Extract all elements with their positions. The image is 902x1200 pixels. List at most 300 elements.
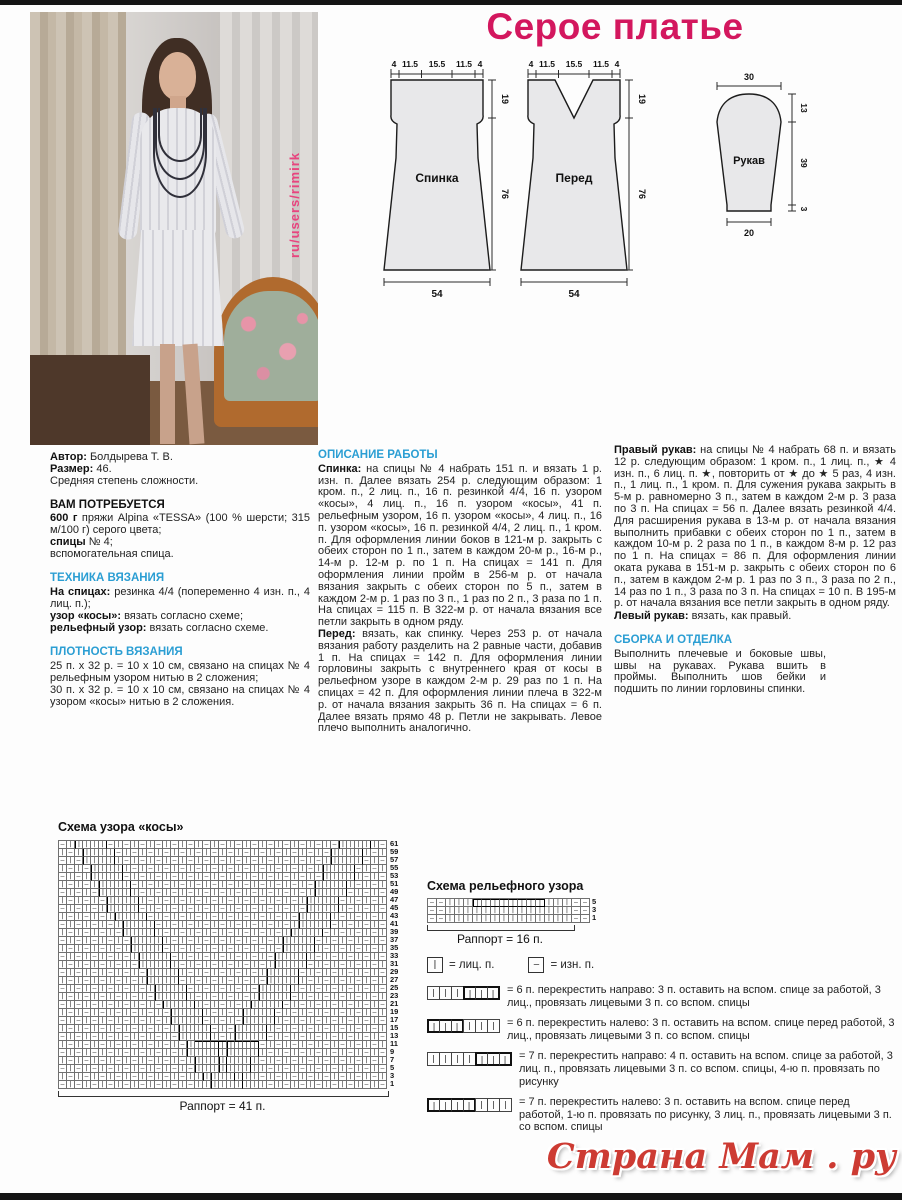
chart-cell: | <box>131 1065 139 1073</box>
chart-cell: | <box>211 937 219 945</box>
chart-cell: – <box>195 897 203 905</box>
chart-cell: | <box>275 993 283 1001</box>
chart-cell: | <box>291 969 299 977</box>
chart-cell: | <box>67 953 75 961</box>
chart-cell: | <box>171 881 179 889</box>
chart-cell: | <box>115 905 123 913</box>
chart-cell: – <box>91 969 99 977</box>
page-title: Серое платье <box>486 6 744 47</box>
chart-cell: – <box>315 1001 323 1009</box>
chart-cell: | <box>347 881 355 889</box>
row-number: 11 <box>390 1039 398 1048</box>
row-number: 5 <box>592 897 597 906</box>
chart-cell: | <box>315 929 323 937</box>
chart-cell: | <box>243 1025 251 1033</box>
chart-cell: | <box>67 921 75 929</box>
chart-cell: | <box>131 953 139 961</box>
chart-cell: | <box>323 1033 331 1041</box>
chart-cell: | <box>59 929 67 937</box>
chart-cell: – <box>339 1041 347 1049</box>
chart-cell: – <box>379 889 387 897</box>
chart-cell: | <box>107 945 115 953</box>
knit-stitch-icon: | <box>427 957 443 973</box>
chart-cell: | <box>315 881 323 889</box>
chart-cell: | <box>203 1041 211 1049</box>
chart-cell: | <box>147 961 155 969</box>
chart-cell: | <box>139 881 147 889</box>
chart-cell: – <box>315 1081 323 1089</box>
chart-cell: – <box>259 881 267 889</box>
chart-cell: | <box>211 1041 219 1049</box>
chart-cell: – <box>275 1009 283 1017</box>
chart-cell: | <box>518 899 527 907</box>
chart-cell: – <box>283 921 291 929</box>
chart-cell: | <box>163 841 171 849</box>
chart-cell: | <box>83 841 91 849</box>
chart-cell: | <box>563 907 572 915</box>
chart-cell: | <box>147 857 155 865</box>
chart-cell: | <box>283 849 291 857</box>
chart-cell: | <box>243 953 251 961</box>
chart-cell: | <box>203 881 211 889</box>
legend-item-text: = 6 п. перекрестить направо: 3 п. оставить на вспом. спице за работой, 3 лиц., провязать лицевыми 3 п. со вспом. спицы <box>507 984 881 1009</box>
chart-cell: | <box>179 937 187 945</box>
chart-cell: – <box>355 1057 363 1065</box>
chart-cell: – <box>227 1009 235 1017</box>
chart-cell: – <box>251 889 259 897</box>
text-line: вспомогательная спица. <box>50 547 174 560</box>
chart-cell: – <box>211 865 219 873</box>
chart-cell: – <box>83 897 91 905</box>
chart-cell: | <box>291 929 299 937</box>
chart-cell: | <box>75 1057 83 1065</box>
chart-cell: | <box>203 1009 211 1017</box>
chart-cell: | <box>371 1001 379 1009</box>
chart-cell: | <box>123 993 131 1001</box>
chart-cell: | <box>347 849 355 857</box>
chart-cell: – <box>291 849 299 857</box>
chart-cell: – <box>163 913 171 921</box>
chart-cell: | <box>139 1057 147 1065</box>
chart-cell: – <box>267 905 275 913</box>
chart-cell: – <box>259 897 267 905</box>
chart-cell: | <box>171 929 179 937</box>
chart-cell: | <box>243 1073 251 1081</box>
chart-cell: – <box>139 1081 147 1089</box>
chart-cell: – <box>171 921 179 929</box>
chart-cell: | <box>536 915 545 923</box>
chart-cell: | <box>299 921 307 929</box>
chart-cell: | <box>339 1033 347 1041</box>
chart-cell: | <box>243 1001 251 1009</box>
row-number: 47 <box>390 895 399 904</box>
chart-cell: | <box>139 849 147 857</box>
density-lines <box>50 661 310 708</box>
chart-cell: – <box>107 969 115 977</box>
chart-cell: – <box>259 1057 267 1065</box>
chart-cell: | <box>251 1049 259 1057</box>
chart-cell: – <box>123 937 131 945</box>
chart-cell: | <box>147 889 155 897</box>
chart-cell: – <box>355 977 363 985</box>
chart-cell: | <box>203 961 211 969</box>
chart-cell: | <box>123 881 131 889</box>
chart-cell: | <box>123 921 131 929</box>
chart-cell: | <box>83 1017 91 1025</box>
dim-label: 15.5 <box>428 59 446 69</box>
dim-label: 4 <box>614 59 620 69</box>
chart-cell: | <box>545 899 554 907</box>
chart-cell: | <box>251 1065 259 1073</box>
chart-cell: – <box>147 897 155 905</box>
chart-cell: | <box>371 841 379 849</box>
chart-cell: | <box>67 1017 75 1025</box>
cable-symbol-icon <box>427 1052 512 1066</box>
chart-cell: | <box>554 907 563 915</box>
chart-cell: – <box>331 1017 339 1025</box>
row-number: 7 <box>390 1055 395 1064</box>
chart-cell: | <box>299 977 307 985</box>
chart-cell: | <box>331 865 339 873</box>
chart-cell: | <box>211 1049 219 1057</box>
chart-cell: | <box>363 865 371 873</box>
chart-cell: | <box>259 1081 267 1089</box>
chart-cell: | <box>371 1065 379 1073</box>
dim-label: 13 <box>799 103 809 113</box>
chart-cell: | <box>331 993 339 1001</box>
chart-cell: – <box>211 945 219 953</box>
chart-cell: | <box>171 1017 179 1025</box>
chart-cell: – <box>139 1017 147 1025</box>
schematic-sleeve <box>697 72 815 252</box>
chart-cell: | <box>75 1025 83 1033</box>
chart-cell: – <box>155 905 163 913</box>
chart-cell: – <box>99 1009 107 1017</box>
chart-cell: | <box>291 1001 299 1009</box>
chart-cell: | <box>307 921 315 929</box>
chart-cell: | <box>83 889 91 897</box>
dim-label: 19 <box>637 93 647 105</box>
chart-cell: | <box>171 977 179 985</box>
chart-cell: | <box>123 1041 131 1049</box>
chart-cell: | <box>195 969 203 977</box>
chart-cell: – <box>179 897 187 905</box>
chart-cell: – <box>171 1049 179 1057</box>
chart-cell: – <box>115 977 123 985</box>
chart-cell: – <box>187 857 195 865</box>
chart-cell: – <box>67 1025 75 1033</box>
sleeve-outline <box>717 94 781 211</box>
chart-cell: | <box>211 985 219 993</box>
row-number: 17 <box>390 1015 399 1024</box>
chart-cell: | <box>545 907 554 915</box>
row-number: 59 <box>390 847 399 856</box>
chart-cell: | <box>243 1033 251 1041</box>
chart-cell: | <box>527 915 536 923</box>
chart-cell: | <box>363 945 371 953</box>
chart-cell: | <box>171 993 179 1001</box>
chart-cell: – <box>219 985 227 993</box>
chart-cell: | <box>291 921 299 929</box>
text-line: 25 п. х 32 р. = 10 х 10 см, связано на спицах № 4 рельефным узором нитью в 2 сложения; <box>50 660 310 684</box>
text-line: Автор: Болдырева Т. В. <box>50 451 173 463</box>
chart-cell: – <box>83 929 91 937</box>
chart-cell: – <box>379 985 387 993</box>
chart-cell: | <box>83 873 91 881</box>
model-face <box>159 52 196 100</box>
chart-cell: – <box>331 1001 339 1009</box>
chart-cell: – <box>211 977 219 985</box>
chart-cell: – <box>379 953 387 961</box>
chart-cell: – <box>371 1041 379 1049</box>
chart-cell: | <box>347 929 355 937</box>
chart-cell: | <box>323 841 331 849</box>
row-number: 23 <box>390 991 399 1000</box>
chart-cell: – <box>275 865 283 873</box>
chart-cell: – <box>299 1065 307 1073</box>
chart-cell: | <box>451 1098 464 1112</box>
chart-cell: | <box>75 993 83 1001</box>
chart-cell: | <box>99 1001 107 1009</box>
row-number: 51 <box>390 879 399 888</box>
chart-cell: – <box>147 881 155 889</box>
chart-cell: – <box>315 841 323 849</box>
chart-cell: | <box>107 857 115 865</box>
chart-cell: | <box>275 1081 283 1089</box>
chart-cell: | <box>299 1025 307 1033</box>
chart-cell: | <box>307 1033 315 1041</box>
chart-cell: | <box>339 873 347 881</box>
chart-cell: | <box>307 913 315 921</box>
chart-cell: – <box>59 1033 67 1041</box>
chart-cell: | <box>187 1001 195 1009</box>
chart-cell: | <box>307 1017 315 1025</box>
chart-cell: | <box>123 897 131 905</box>
chart-cell: – <box>347 1033 355 1041</box>
chart-cell: – <box>67 881 75 889</box>
chart-cell: | <box>267 993 275 1001</box>
chart-cell: – <box>235 1017 243 1025</box>
chart-cell: – <box>123 873 131 881</box>
chart-cell: | <box>203 1057 211 1065</box>
chart-cell: | <box>331 1041 339 1049</box>
chart-cell: – <box>339 913 347 921</box>
dim-label: 76 <box>637 188 647 200</box>
chart-cell: | <box>155 929 163 937</box>
legend-purl <box>528 957 594 973</box>
chart-cell: | <box>482 915 491 923</box>
chart-cell: | <box>355 889 363 897</box>
chart-cell: | <box>227 873 235 881</box>
chart-cell: | <box>83 921 91 929</box>
chart-cell: – <box>67 945 75 953</box>
chart-cell: | <box>203 1073 211 1081</box>
chart-cell: | <box>275 969 283 977</box>
chart-cell: | <box>307 897 315 905</box>
chart-cell: | <box>147 1081 155 1089</box>
chart-cell: | <box>323 857 331 865</box>
chart-cell: – <box>147 1057 155 1065</box>
chart-cell: | <box>219 849 227 857</box>
dim-label: 19 <box>500 93 510 105</box>
piece-label: Спинка <box>415 171 459 185</box>
chart-cell: | <box>91 945 99 953</box>
chart-cell: – <box>203 841 211 849</box>
chart-cell: | <box>171 1041 179 1049</box>
chart-cell: | <box>179 873 187 881</box>
chart-cell: | <box>339 921 347 929</box>
chart-cell: – <box>235 953 243 961</box>
dim-label: 3 <box>799 206 809 212</box>
chart-cell: – <box>291 993 299 1001</box>
chart-cell: – <box>91 889 99 897</box>
chart-cell: | <box>171 1057 179 1065</box>
chart-cell: – <box>91 985 99 993</box>
chart-cell: | <box>307 937 315 945</box>
chart-cell: | <box>83 849 91 857</box>
chart-cell: | <box>355 873 363 881</box>
chart-cell: – <box>179 865 187 873</box>
chart-cell: – <box>227 849 235 857</box>
chart-cell: | <box>139 865 147 873</box>
chart-cell: | <box>59 913 67 921</box>
chart-cell: | <box>227 1001 235 1009</box>
chart-cell: – <box>283 857 291 865</box>
chart-cell: – <box>371 897 379 905</box>
chart-cell: | <box>446 907 455 915</box>
chart-cell: | <box>331 977 339 985</box>
chart-cell: | <box>379 1025 387 1033</box>
relief-chart-grid <box>427 898 590 923</box>
chart-cell: | <box>59 1009 67 1017</box>
chart-cell: | <box>243 889 251 897</box>
chart-cell: | <box>155 865 163 873</box>
chart-cell: | <box>179 1017 187 1025</box>
chart-cell: | <box>91 993 99 1001</box>
chart-cell: | <box>155 1073 163 1081</box>
chart-cell: | <box>299 1041 307 1049</box>
chart-cell: | <box>99 969 107 977</box>
chart-cell: – <box>307 865 315 873</box>
chart-cell: | <box>203 913 211 921</box>
chart-cell: – <box>355 1025 363 1033</box>
chart-cell: | <box>323 889 331 897</box>
chart-cell: | <box>139 1009 147 1017</box>
chart-cell: | <box>291 977 299 985</box>
chart-cell: | <box>251 1041 259 1049</box>
chart-cell: – <box>339 1073 347 1081</box>
chart-cell: | <box>75 1041 83 1049</box>
chart-cell: | <box>355 969 363 977</box>
chart-cell: | <box>267 1041 275 1049</box>
chart-cell: | <box>99 937 107 945</box>
chart-cell: | <box>463 1019 476 1033</box>
chart-cell: | <box>427 986 440 1000</box>
legend-item <box>427 984 897 1009</box>
chart-cell: | <box>283 977 291 985</box>
chart-cell: – <box>123 953 131 961</box>
chart-cell: | <box>59 1057 67 1065</box>
chart-cell: | <box>75 961 83 969</box>
technique-block <box>50 573 310 634</box>
chart-cell: | <box>195 985 203 993</box>
chart-cell: | <box>131 945 139 953</box>
chart-cell: – <box>59 1049 67 1057</box>
chart-cell: | <box>91 897 99 905</box>
chart-cell: | <box>203 929 211 937</box>
chart-cell: – <box>227 1025 235 1033</box>
chart-cell: | <box>251 1081 259 1089</box>
chart-cell: | <box>155 1057 163 1065</box>
chart-cell: | <box>107 897 115 905</box>
chart-cell: – <box>363 937 371 945</box>
chart-cell: | <box>203 865 211 873</box>
chart-cell: – <box>275 913 283 921</box>
chart-cell: – <box>91 1001 99 1009</box>
chart-cell: – <box>91 1081 99 1089</box>
chart-cell: – <box>171 889 179 897</box>
chart-cell: | <box>227 1065 235 1073</box>
chart-cell: | <box>463 1052 476 1066</box>
chart-cell: | <box>83 1065 91 1073</box>
chart-cell: – <box>107 1081 115 1089</box>
chart-cell: | <box>67 857 75 865</box>
chart-cell: – <box>347 953 355 961</box>
chart-cell: – <box>91 921 99 929</box>
chart-cell: – <box>339 1009 347 1017</box>
chart-cell: – <box>219 1001 227 1009</box>
chart-cell: | <box>323 921 331 929</box>
chart-cell: – <box>147 1041 155 1049</box>
chart-cell: | <box>331 889 339 897</box>
chart-cell: – <box>163 897 171 905</box>
chart-cell: | <box>99 865 107 873</box>
chart-cell: | <box>283 929 291 937</box>
chart-cell: – <box>171 937 179 945</box>
chart-cell: – <box>203 873 211 881</box>
chart-cell: | <box>219 865 227 873</box>
chart-cell: – <box>363 969 371 977</box>
chart-cell: | <box>487 1019 500 1033</box>
chart-cell: – <box>339 961 347 969</box>
chart-cell: | <box>67 873 75 881</box>
chart-cell: | <box>371 905 379 913</box>
chart-cell: – <box>91 1033 99 1041</box>
relief-chart-rapport: Раппорт = 16 п. <box>456 932 544 946</box>
chart-cell: – <box>99 929 107 937</box>
dim-label: 4 <box>528 59 534 69</box>
cable-symbol-icon <box>427 1098 512 1112</box>
chart-cell: | <box>99 905 107 913</box>
chart-cell: | <box>251 865 259 873</box>
chart-cell: | <box>331 1073 339 1081</box>
chart-cell: – <box>171 953 179 961</box>
chart-cell: – <box>379 937 387 945</box>
chart-cell: | <box>291 953 299 961</box>
chart-cell: – <box>379 905 387 913</box>
chart-cell: | <box>251 945 259 953</box>
chart-cell: – <box>59 1065 67 1073</box>
chart-cell: – <box>363 873 371 881</box>
chart-cell: | <box>163 1017 171 1025</box>
chart-cell: | <box>371 1081 379 1089</box>
chart-cell: | <box>147 969 155 977</box>
chart-cell: – <box>243 913 251 921</box>
chart-cell: – <box>139 1001 147 1009</box>
chart-cell: | <box>107 1041 115 1049</box>
chart-cell: | <box>267 1009 275 1017</box>
chart-cell: – <box>363 905 371 913</box>
